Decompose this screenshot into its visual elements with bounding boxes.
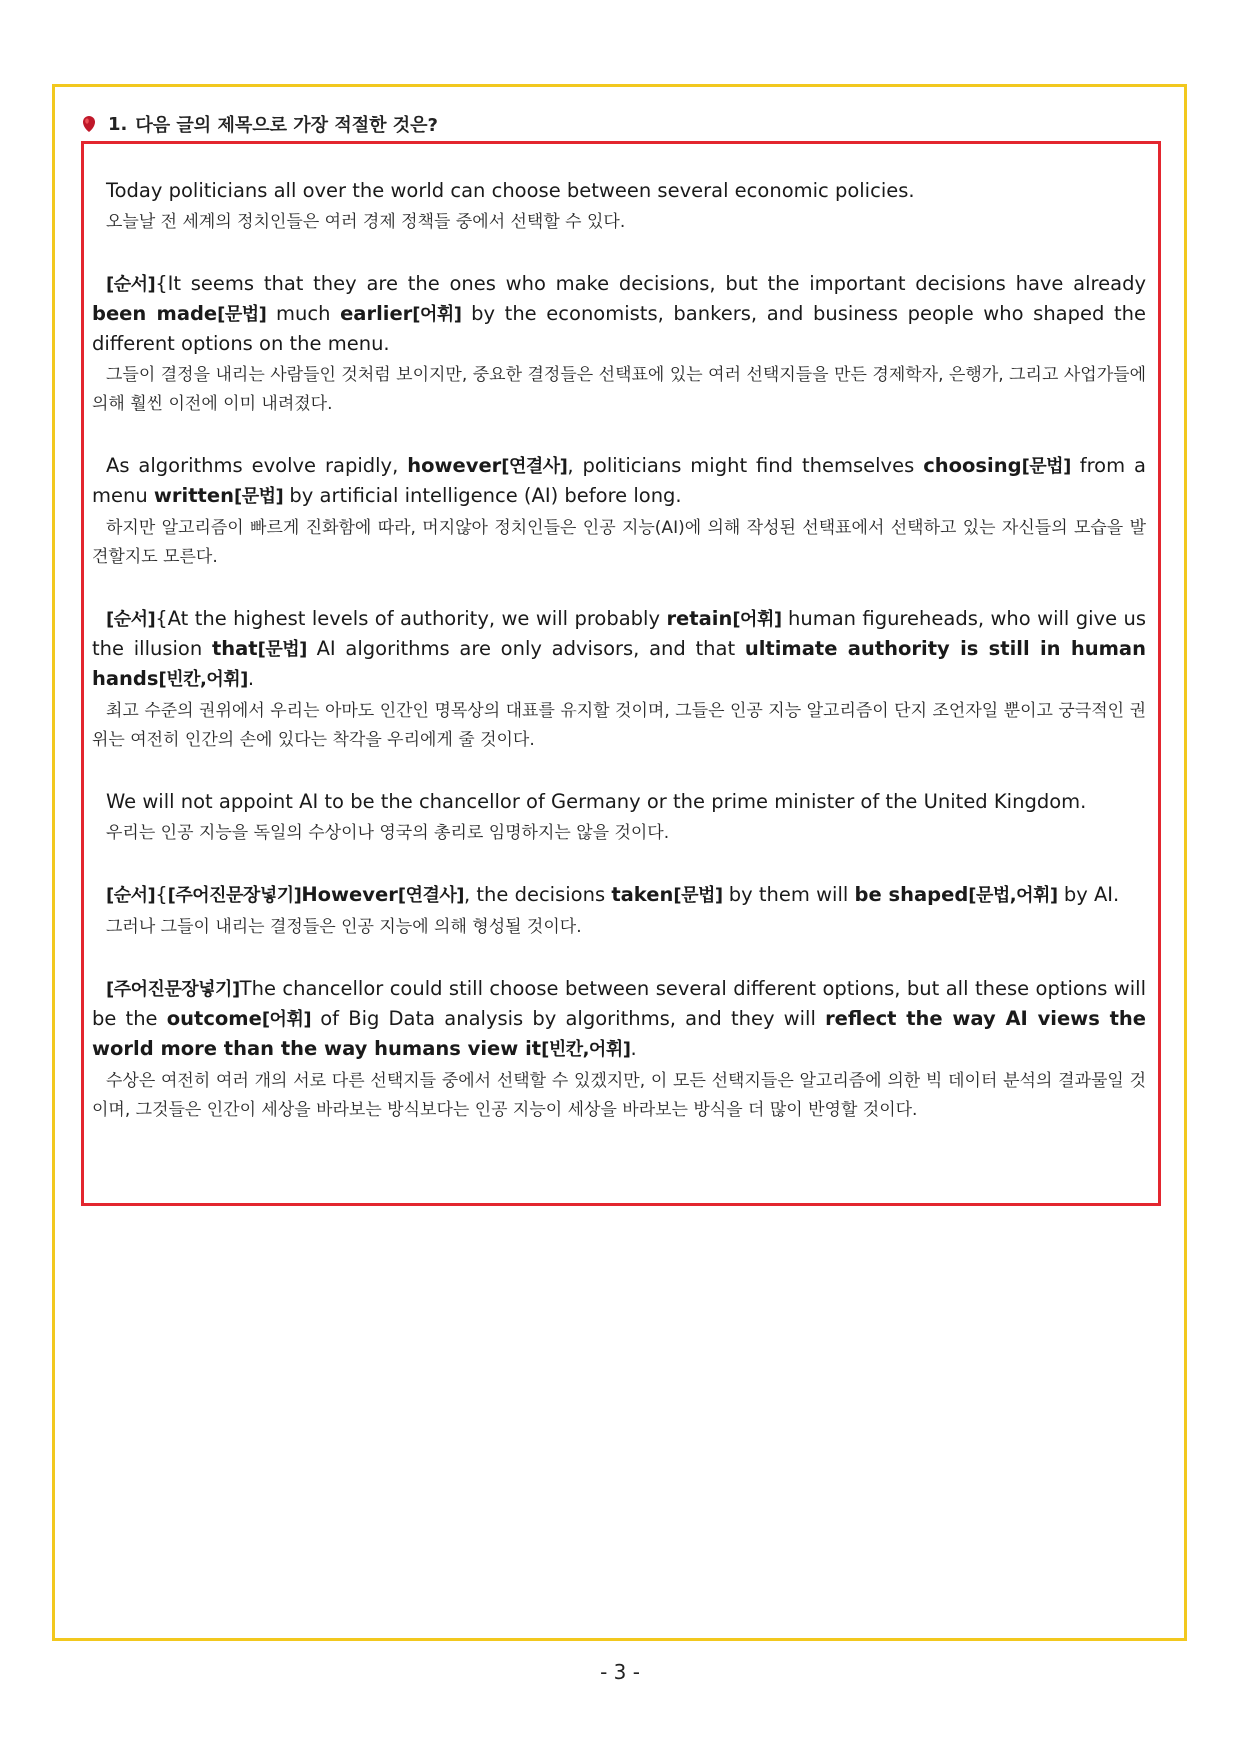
grammar-tag: [문법] <box>1021 456 1071 477</box>
passage-content <box>92 176 1146 1157</box>
red-drop-bullet-icon <box>82 115 96 133</box>
bold-phrase: earlier <box>340 302 413 325</box>
korean-translation: 하지만 알고리즘이 빠르게 진화함에 따라, 머지않아 정치인들은 인공 지능(AI)에 의해 작성된 선택표에서 선택하고 있는 자신들의 모습을 발견할지도 모른다. <box>92 518 1146 567</box>
bold-phrase: however <box>407 454 502 477</box>
english-sentence: Today politicians all over the world can choose between several economic policies. <box>106 179 915 202</box>
question-heading <box>82 111 438 137</box>
connector-tag: [연결사] <box>501 456 568 477</box>
korean-translation: 수상은 여전히 여러 개의 서로 다른 선택지들 중에서 선택할 수 있겠지만, 이 모든 선택지들은 알고리즘에 의한 빅 데이터 분석의 결과물일 것이며, 그것들은 인간이 세상을 바라보는 방식보다는 인공 지능이 세상을 바라보는 방식을 더 많이 반영할 것이다. <box>92 1071 1146 1120</box>
bold-phrase: reflect the way AI views the world more than the way humans view it <box>92 1007 1146 1060</box>
question-number: 1. <box>108 113 128 135</box>
paragraph-5 <box>92 787 1146 848</box>
grammar-tag: [문법] <box>673 885 723 906</box>
paragraph-2 <box>92 269 1146 419</box>
english-sentence: [순서]{[주어진문장넣기]However[연결사], the decisions taken[문법] by them will be shaped[문법,어휘] by AI. <box>106 883 1120 906</box>
grammar-tag: [문법] <box>217 304 267 325</box>
blank-vocab-tag: [빈칸,어휘] <box>158 669 248 690</box>
vocab-tag: [어휘] <box>732 609 782 630</box>
vocab-tag: [어휘] <box>412 304 462 325</box>
paragraph-1 <box>92 176 1146 237</box>
bold-phrase: written <box>153 484 234 507</box>
grammar-vocab-tag: [문법,어휘] <box>968 885 1058 906</box>
paragraph-4 <box>92 604 1146 755</box>
korean-translation: 그들이 결정을 내리는 사람들인 것처럼 보이지만, 중요한 결정들은 선택표에 있는 여러 선택지들을 만든 경제학자, 은행가, 그리고 사업가들에 의해 훨씬 이전에 이미 내려졌다. <box>92 365 1146 414</box>
bold-phrase: that <box>211 637 258 660</box>
bold-phrase: However <box>301 883 398 906</box>
question-text: 다음 글의 제목으로 가장 적절한 것은? <box>135 115 438 136</box>
page-number: - 3 - <box>600 1660 640 1684</box>
grammar-tag: [문법] <box>257 639 307 660</box>
vocab-tag: [어휘] <box>261 1009 312 1030</box>
bold-phrase: taken <box>611 883 674 906</box>
english-sentence: [순서]{It seems that they are the ones who make decisions, but the important decisions have already been made[문법] much earlier[어휘] by the economists, bankers, and business people who shaped the different options on the menu. <box>92 272 1146 355</box>
connector-tag: [연결사] <box>397 885 464 906</box>
english-sentence: We will not appoint AI to be the chancellor of Germany or the prime minister of the United Kingdom. <box>106 790 1087 813</box>
grammar-tag: [문법] <box>234 486 284 507</box>
bold-phrase: choosing <box>923 454 1022 477</box>
insert-sentence-tag: [주어진문장넣기] <box>167 885 302 906</box>
paragraph-3 <box>92 451 1146 572</box>
bold-phrase: ultimate authority is still in human hands <box>92 637 1146 690</box>
order-tag: [순서] <box>106 885 156 906</box>
korean-translation: 그러나 그들이 내리는 결정들은 인공 지능에 의해 형성될 것이다. <box>106 917 582 937</box>
paragraph-6 <box>92 880 1146 942</box>
order-tag: [순서] <box>106 274 156 295</box>
paragraph-7 <box>92 974 1146 1125</box>
english-sentence: [순서]{At the highest levels of authority, we will probably retain[어휘] human figureheads, who will give us the illusion that[문법] AI algorithms are only advisors, and that ultimate authority is still in human hands[빈칸,어휘]. <box>92 607 1147 690</box>
bold-phrase: outcome <box>166 1007 262 1030</box>
bold-phrase: retain <box>666 607 733 630</box>
english-sentence: As algorithms evolve rapidly, however[연결사], politicians might find themselves choosing[문법] from a menu written[문법] by artificial intelligence (AI) before long. <box>92 454 1146 507</box>
english-sentence: [주어진문장넣기]The chancellor could still choose between several different options, but all these options will be the outcome[어휘] of Big Data analysis by algorithms, and they will reflect the way AI views the world more than the way humans view it[빈칸,어휘]. <box>92 977 1146 1060</box>
bold-phrase: be shaped <box>854 883 969 906</box>
korean-translation: 최고 수준의 권위에서 우리는 아마도 인간인 명목상의 대표를 유지할 것이며, 그들은 인공 지능 알고리즘이 단지 조언자일 뿐이고 궁극적인 권위는 여전히 인간의 손에 있다는 착각을 우리에게 줄 것이다. <box>92 701 1146 750</box>
blank-vocab-tag: [빈칸,어휘] <box>541 1039 631 1060</box>
korean-translation: 오늘날 전 세계의 정치인들은 여러 경제 정책들 중에서 선택할 수 있다. <box>106 212 626 232</box>
insert-sentence-tag: [주어진문장넣기] <box>106 979 240 1000</box>
korean-translation: 우리는 인공 지능을 독일의 수상이나 영국의 총리로 임명하지는 않을 것이다. <box>106 823 670 843</box>
order-tag: [순서] <box>106 609 156 630</box>
bold-phrase: been made <box>92 302 218 325</box>
